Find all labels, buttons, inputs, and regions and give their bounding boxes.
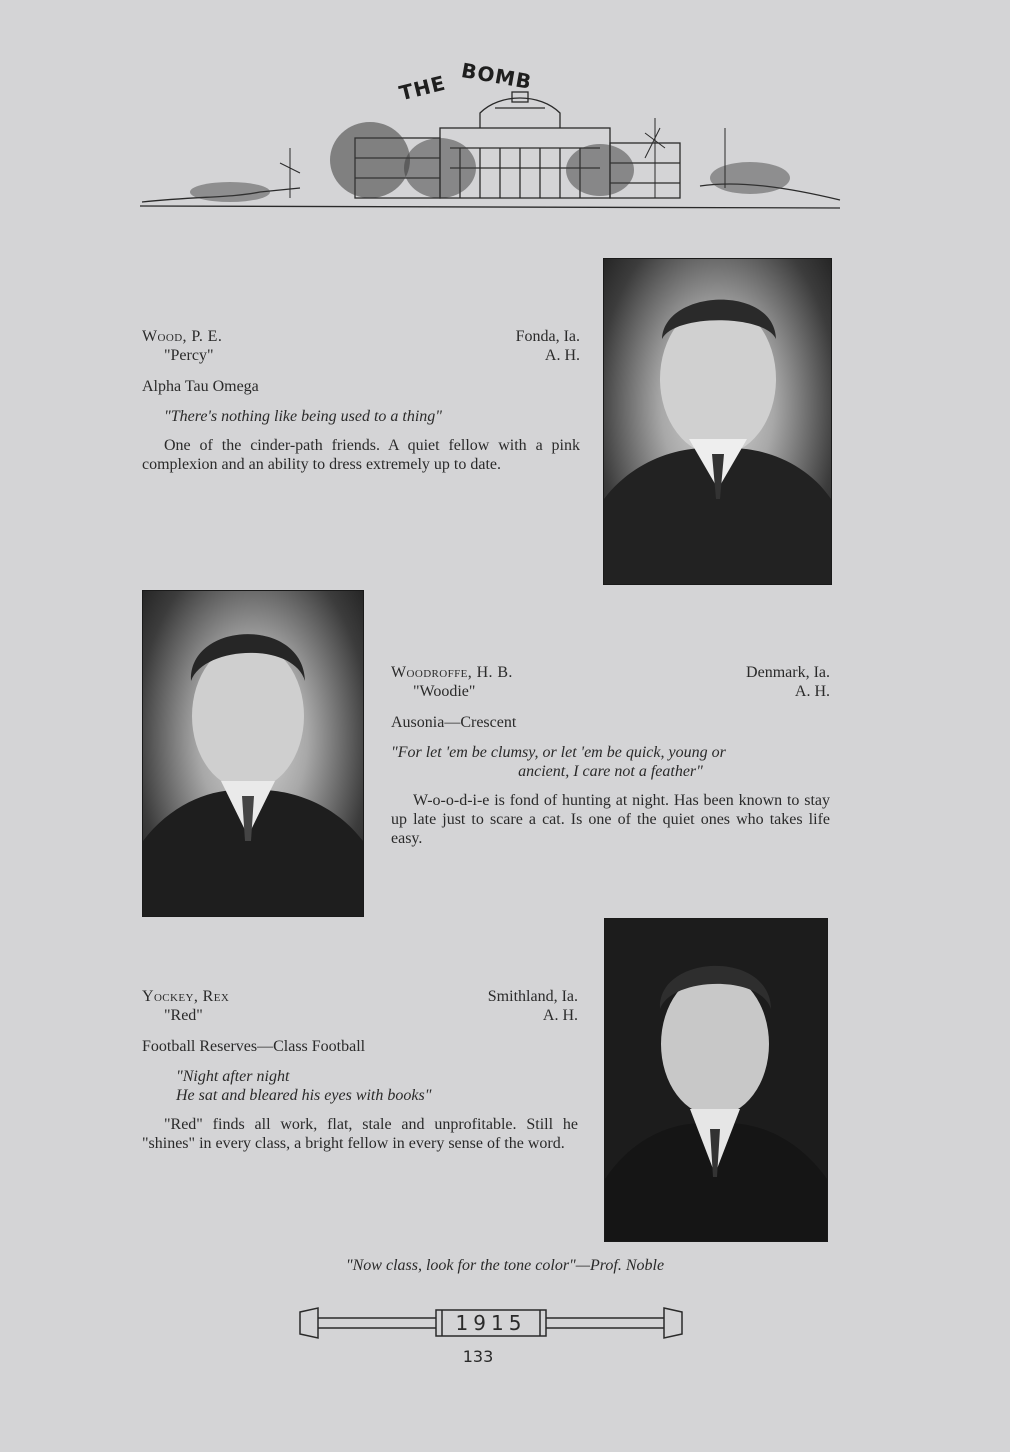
- title-word-bomb: BOMB: [459, 57, 534, 95]
- division: A. H.: [794, 683, 830, 700]
- page-number: 133: [462, 1347, 494, 1366]
- organizations: Ausonia—Crescent: [391, 714, 517, 731]
- senior-quote-line1: "Night after night: [176, 1068, 290, 1085]
- nickname: "Woodie": [413, 683, 476, 700]
- organizations: Football Reserves—Class Football: [142, 1038, 366, 1055]
- year-banner: [296, 1304, 686, 1342]
- hometown: Fonda, Ia.: [515, 328, 580, 345]
- student-entry-woodroffe: [391, 663, 830, 848]
- campus-illustration: [140, 88, 845, 218]
- student-name: Wood, P. E.: [142, 328, 223, 345]
- student-name: Woodroffe, H. B.: [391, 664, 513, 681]
- student-entry-yockey: [142, 987, 578, 1153]
- senior-quote-line2: ancient, I care not a feather": [518, 763, 703, 780]
- nickname: "Percy": [164, 347, 214, 364]
- student-entry-wood: [142, 327, 580, 474]
- description: "Red" finds all work, flat, stale and unprofitable. Still he "shines" in every class, a bright fellow in every sense of the word.: [142, 1116, 578, 1152]
- portrait-photo-yockey: [604, 918, 828, 1242]
- footer-quote: [0, 1257, 1010, 1275]
- description: W-o-o-d-i-e is fond of hunting at night. Has been known to stay up late just to scare a cat. Is one of the quiet ones who takes life easy.: [391, 792, 830, 847]
- division: A. H.: [544, 347, 580, 364]
- hometown: Denmark, Ia.: [746, 664, 830, 681]
- hometown: Smithland, Ia.: [487, 988, 578, 1005]
- footer-quote-attribution: —Prof. Noble: [575, 1257, 665, 1274]
- nickname: "Red": [164, 1007, 203, 1024]
- title-word-the: THE: [396, 70, 449, 106]
- division: A. H.: [542, 1007, 578, 1024]
- senior-quote-line2: He sat and bleared his eyes with books": [176, 1087, 432, 1104]
- senior-quote-line1: "For let 'em be clumsy, or let 'em be quick, young or: [391, 744, 726, 761]
- banner-year: 1915: [455, 1311, 527, 1335]
- student-name: Yockey, Rex: [142, 988, 230, 1005]
- portrait-photo-wood: [603, 258, 832, 585]
- organizations: Alpha Tau Omega: [142, 378, 259, 395]
- footer-quote-text: "Now class, look for the tone color": [345, 1257, 576, 1274]
- description: One of the cinder-path friends. A quiet fellow with a pink complexion and an ability to dress extremely up to date.: [142, 437, 580, 473]
- senior-quote: "There's nothing like being used to a thing": [164, 408, 443, 425]
- portrait-photo-woodroffe: [142, 590, 364, 917]
